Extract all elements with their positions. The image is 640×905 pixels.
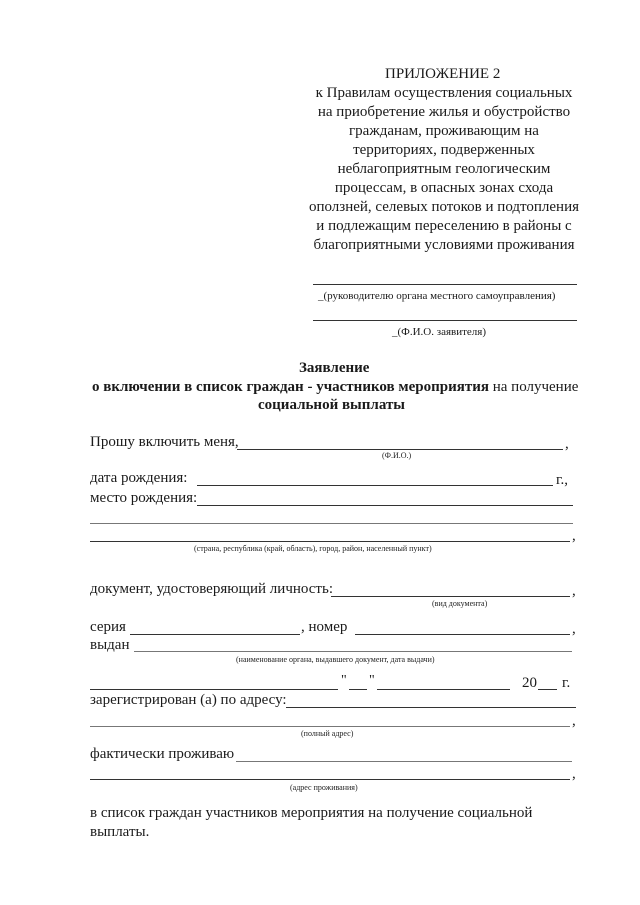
living-address-caption: (адрес проживания) xyxy=(290,783,358,792)
annex-line: территориях, подверженных xyxy=(353,142,535,158)
issued-label: выдан xyxy=(90,637,130,653)
applicant-name-caption: _(Ф.И.О. заявителя) xyxy=(392,326,487,338)
document-subtitle-line2: социальной выплаты xyxy=(258,397,406,413)
birth-date-label: дата рождения: xyxy=(90,470,188,486)
annex-text xyxy=(296,84,592,255)
issue-date-field[interactable] xyxy=(90,689,338,690)
number-label: , номер xyxy=(301,619,348,635)
comma: , xyxy=(572,528,576,544)
full-address-caption: (полный адрес) xyxy=(301,729,354,738)
birth-place-field-line3[interactable] xyxy=(90,541,570,542)
living-address-field-line2[interactable] xyxy=(90,779,570,780)
living-address-label: фактически проживаю xyxy=(90,746,235,762)
comma: , xyxy=(572,713,576,729)
month-field[interactable] xyxy=(377,689,510,690)
issuer-caption: (наименование органа, выдавшего документ, дата выдачи) xyxy=(236,655,435,664)
birth-place-field[interactable] xyxy=(197,505,573,506)
day-field[interactable] xyxy=(349,689,367,690)
annex-title: ПРИЛОЖЕНИЕ 2 xyxy=(385,66,501,82)
issued-by-field[interactable] xyxy=(134,651,572,652)
year-suffix: г., xyxy=(556,472,568,488)
annex-line: процессам, в опасных зонах схода xyxy=(334,180,554,196)
comma: , xyxy=(572,583,576,599)
quote-open: " xyxy=(341,673,347,688)
annex-line: оползней, селевых потоков и подтопления xyxy=(308,199,580,215)
id-document-label: документ, удостоверяющий личность: xyxy=(90,581,333,597)
annex-line: на приобретение жилья и обустройство xyxy=(317,104,571,120)
quote-close: " xyxy=(369,673,375,688)
document-subtitle-line xyxy=(92,379,578,396)
registered-address-field[interactable] xyxy=(286,707,576,708)
subtitle-part: на получение xyxy=(488,379,579,395)
number-field[interactable] xyxy=(355,634,570,635)
annex-line: к Правилам осуществления социальных xyxy=(315,85,573,101)
document-type-caption: (вид документа) xyxy=(432,599,488,608)
subtitle-emphasis: мероприятия xyxy=(398,379,489,395)
birth-place-field-line2[interactable] xyxy=(90,523,573,524)
annex-line: благоприятными условиями проживания xyxy=(313,237,575,253)
fio-caption: (Ф.И.О.) xyxy=(382,451,412,460)
request-label: Прошу включить меня, xyxy=(90,434,239,450)
annex-line: гражданам, проживающим на xyxy=(349,123,539,139)
id-document-type-field[interactable] xyxy=(331,596,570,597)
birth-place-caption: (страна, республика (край, область), город, район, населенный пункт) xyxy=(194,544,432,553)
document-title: Заявление xyxy=(299,360,370,376)
comma: , xyxy=(565,436,569,452)
annex-line: и подлежащим переселению в районы с xyxy=(316,218,572,234)
addressee-head-caption: _(руководителю органа местного самоуправления) xyxy=(318,290,556,302)
comma: , xyxy=(572,621,576,637)
birth-place-label: место рождения: xyxy=(90,490,198,506)
subtitle-part: о включении в список граждан - участников xyxy=(92,379,399,395)
year-prefix: 20 xyxy=(522,675,537,691)
annex-line: неблагоприятным геологическим xyxy=(337,161,551,177)
registered-address-field-line2[interactable] xyxy=(90,726,570,727)
year-field[interactable] xyxy=(538,689,557,690)
comma: , xyxy=(572,766,576,782)
year-end: г. xyxy=(562,675,571,691)
closing-paragraph: в список граждан участников мероприятия на получение социальной выплаты. xyxy=(90,805,533,840)
addressee-head-line[interactable] xyxy=(313,284,577,285)
birth-date-field[interactable] xyxy=(197,485,553,486)
applicant-name-line[interactable] xyxy=(313,320,577,321)
registered-label: зарегистрирован (а) по адресу: xyxy=(90,692,287,708)
series-label: серия xyxy=(90,619,126,635)
series-field[interactable] xyxy=(130,634,300,635)
living-address-field[interactable] xyxy=(236,761,572,762)
fio-field[interactable] xyxy=(237,449,563,450)
